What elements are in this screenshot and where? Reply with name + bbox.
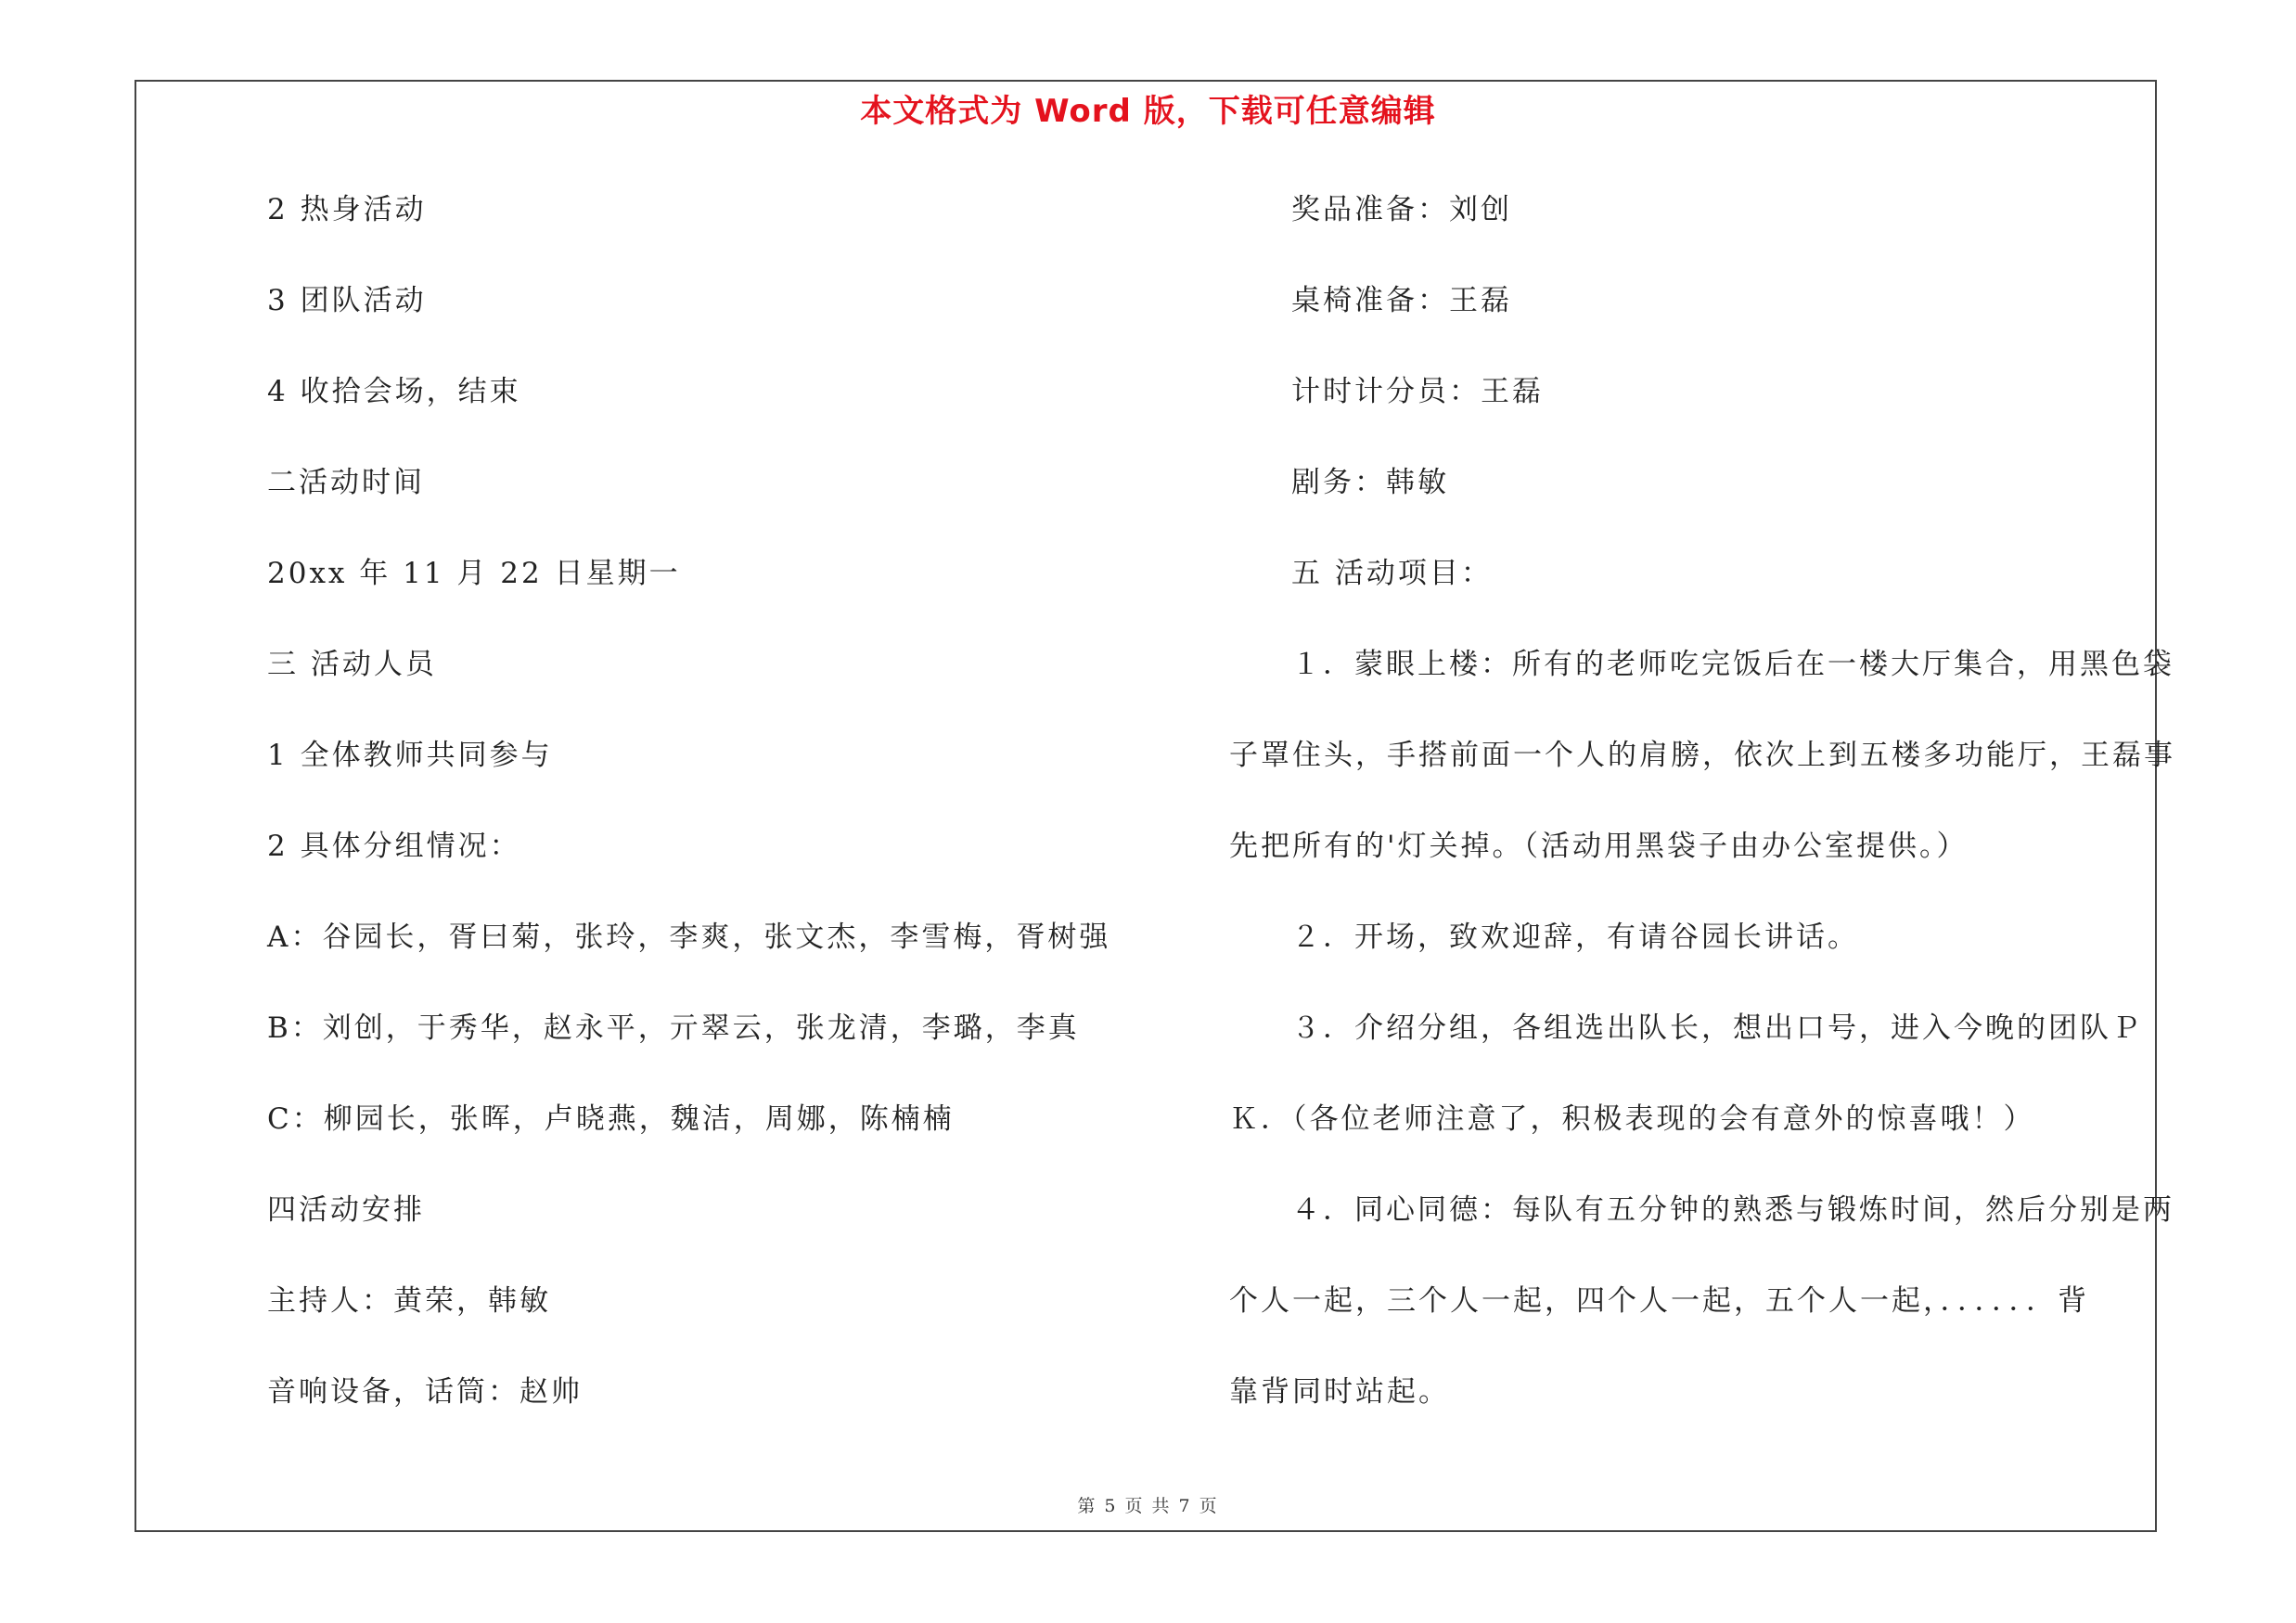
text-line: 二活动时间: [267, 466, 425, 499]
text-line: ４．同心同德：每队有五分钟的熟悉与锻炼时间，然后分别是两: [1291, 1193, 2174, 1227]
text-line: 先把所有的'灯关掉。（活动用黑袋子由办公室提供。）: [1229, 830, 1969, 863]
text-line: 2 热身活动: [267, 193, 427, 226]
text-line: ３．介绍分组，各组选出队长，想出口号，进入今晚的团队Ｐ: [1291, 1011, 2143, 1045]
text-line: ２．开场，致欢迎辞，有请谷园长讲话。: [1291, 921, 1859, 954]
text-line: C：柳园长，张晖，卢晓燕，魏洁，周娜，陈楠楠: [267, 1102, 955, 1136]
text-line: 桌椅准备：王磊: [1291, 284, 1512, 317]
text-line: Ｋ．（各位老师注意了，积极表现的会有意外的惊喜哦！）: [1229, 1102, 2035, 1136]
text-line: B：刘创，于秀华，赵永平，亓翠云，张龙清，李璐，李真: [267, 1011, 1080, 1045]
text-line: 子罩住头，手搭前面一个人的肩膀，依次上到五楼多功能厅，王磊事: [1229, 739, 2175, 772]
text-line: 计时计分员：王磊: [1291, 375, 1544, 408]
text-line: 4 收拾会场，结束: [267, 375, 521, 408]
text-line: 四活动安排: [267, 1193, 425, 1227]
text-line: 1 全体教师共同参与: [267, 739, 553, 772]
text-line: A：谷园长，胥曰菊，张玲，李爽，张文杰，李雪梅，胥树强: [267, 921, 1111, 954]
document-banner: 本文格式为 Word 版，下载可任意编辑: [860, 93, 1436, 130]
text-line: 主持人：黄荣，韩敏: [267, 1284, 551, 1318]
text-line: 剧务：韩敏: [1291, 466, 1449, 499]
text-line: 五 活动项目：: [1291, 557, 1493, 590]
text-line: 3 团队活动: [267, 284, 427, 317]
text-line: 个人一起，三个人一起，四个人一起，五个人一起，．．．．．．背: [1229, 1284, 2089, 1318]
text-line: 2 具体分组情况：: [267, 830, 521, 863]
text-line: 音响设备，话筒：赵帅: [267, 1375, 583, 1409]
text-line: 奖品准备：刘创: [1291, 193, 1512, 226]
text-line: 三 活动人员: [267, 648, 437, 681]
text-line: 20xx 年 11 月 22 日星期一: [267, 557, 681, 590]
text-line: １．蒙眼上楼：所有的老师吃完饭后在一楼大厅集合，用黑色袋: [1291, 648, 2174, 681]
page-number: 第 5 页 共 7 页: [1077, 1496, 1219, 1516]
text-line: 靠背同时站起。: [1229, 1375, 1450, 1409]
